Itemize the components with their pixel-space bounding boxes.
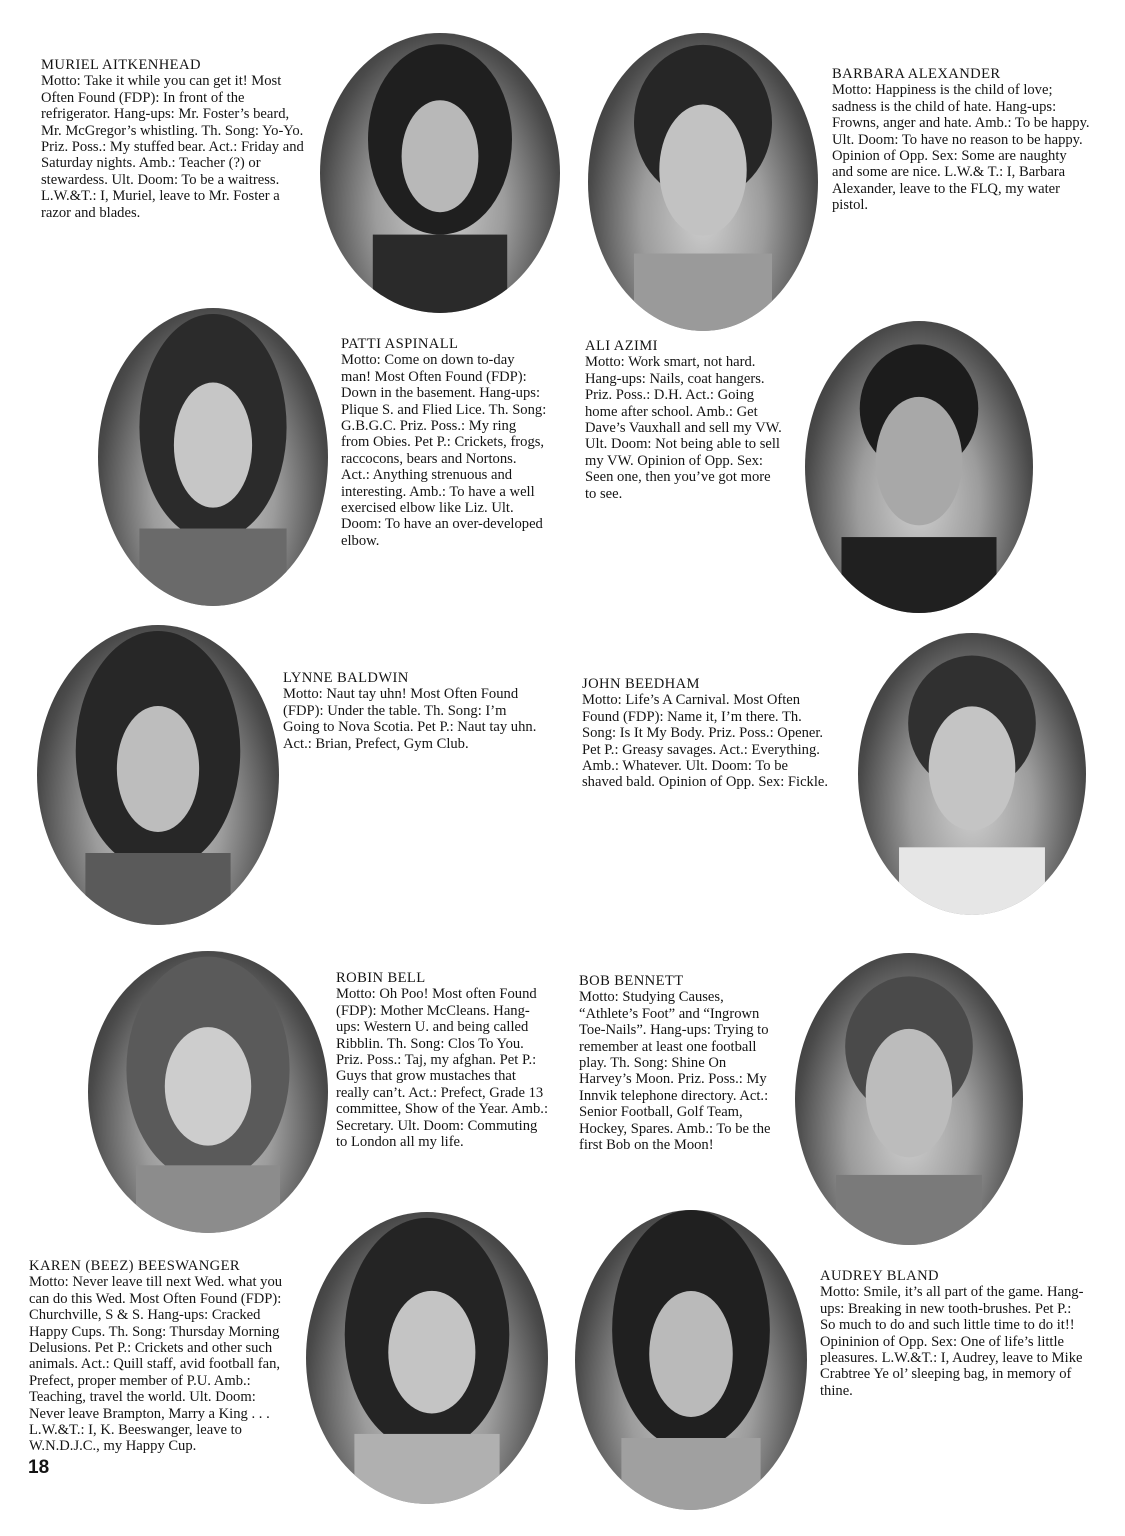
student-name: JOHN BEEDHAM — [582, 676, 700, 692]
student-name: AUDREY BLAND — [820, 1268, 939, 1284]
student-bio: Motto: Never leave till next Wed. what you can do this Wed. Most Often Found (FDP): Churchville, S & S. Hang-ups: Cracked Happy Cups. Th. Song: Thursday Morning Delusions. Pet P.: Crickets and other such animals. Act.: Quill staff, avid football fan, Prefect, proper member of P.U. Amb.: Teaching, travel the world. Ult. Doom: Never leave Brampton, Marry a King . . . L.W.&T.: I, K. Beeswanger, leave to W.N.D.J.C., my Happy Cup. — [29, 1274, 283, 1455]
student-bio: Motto: Oh Poo! Most often Found (FDP): Mother McCleans. Hang-ups: Western U. and being called Ribblin. Th. Song: Clos To You. Priz. Poss.: Taj, my afghan. Pet P.: Guys that grow mustaches that really can’t. Act.: Prefect, Grade 13 committee, Show of the Year. Amb.: Secretary. Ult. Doom: Commuting to London all my life. — [336, 986, 548, 1151]
student-name: BOB BENNETT — [579, 973, 684, 989]
page-number: 18 — [28, 1457, 50, 1478]
student-bio: Motto: Studying Causes, “Athlete’s Foot” and “Ingrown Toe-Nails”. Hang-ups: Trying to remember at least one football play. Th. Song: Shine On Harvey’s Moon. Priz. Poss.: My Innvik telephone directory. Act.: Senior Football, Golf Team, Hockey, Spares. Amb.: To be the first Bob on the Moon! — [579, 989, 771, 1154]
student-name: ALI AZIMI — [585, 338, 658, 354]
student-bio: Motto: Come on down to-day man! Most Often Found (FDP): Down in the basement. Hang-ups: Plique S. and Flied Lice. Th. Song: G.B.G.C. Priz. Poss.: My ring from Obies. Pet P.: Crickets, frogs, raccocons, bears and Nortons. Act.: Anything strenuous and interesting. Amb.: To have a well exercised elbow like Liz. Ult. Doom: To have an over-developed elbow. — [341, 352, 547, 549]
portrait-photo-patti-aspinall — [98, 308, 328, 606]
entry-muriel-aitkenhead — [41, 57, 309, 221]
portrait-photo-robin-bell — [88, 951, 328, 1233]
student-name: KAREN (BEEZ) BEESWANGER — [29, 1258, 241, 1274]
portrait-photo-ali-azimi — [805, 321, 1033, 613]
student-name: PATTI ASPINALL — [341, 336, 459, 352]
student-name: LYNNE BALDWIN — [283, 670, 409, 686]
entry-audrey-bland — [820, 1268, 1088, 1399]
portrait-photo-lynne-baldwin — [37, 625, 279, 925]
entry-lynne-baldwin — [283, 670, 545, 752]
portrait-photo-john-beedham — [858, 633, 1086, 915]
student-bio: Motto: Naut tay uhn! Most Often Found (FDP): Under the table. Th. Song: I’m Going to Nova Scotia. Pet P.: Naut tay uhn. Act.: Brian, Prefect, Gym Club. — [283, 686, 537, 752]
portrait-photo-muriel-aitkenhead — [320, 33, 560, 313]
entry-bob-bennett — [579, 973, 775, 1153]
student-bio: Motto: Smile, it’s all part of the game. Hang-ups: Breaking in new tooth-brushes. Pet P.: So much to do and such little time to do it!! Opininion of Opp. Sex: One of life’s little pleasures. L.W.&T.: I, Audrey, leave to Mike Crabtree Ye ol’ sleeping bag, in memory of thine. — [820, 1284, 1084, 1399]
entry-barbara-alexander — [832, 66, 1090, 214]
entry-ali-azimi — [585, 338, 785, 502]
portrait-photo-barbara-alexander — [588, 33, 818, 331]
student-bio: Motto: Life’s A Carnival. Most Often Found (FDP): Name it, I’m there. Th. Song: Is It My Body. Priz. Poss.: Opener. Pet P.: Greasy savages. Act.: Everything. Amb.: Whatever. Ult. Doom: To be shaved bald. Opinion of Opp. Sex: Fickle. — [582, 692, 829, 791]
portrait-photo-audrey-bland — [575, 1210, 807, 1510]
student-name: MURIEL AITKENHEAD — [41, 57, 201, 73]
entry-robin-bell — [336, 970, 548, 1150]
entry-patti-aspinall — [341, 336, 547, 549]
portrait-photo-karen-beeswanger — [306, 1212, 548, 1504]
student-bio: Motto: Work smart, not hard. Hang-ups: Nails, coat hangers. Priz. Poss.: D.H. Act.: Going home after school. Amb.: Get Dave’s Vauxhall and sell my VW. Ult. Doom: Not being able to sell my VW. Opinion of Opp. Sex: Seen one, then you’ve got more to see. — [585, 354, 782, 502]
student-bio: Motto: Happiness is the child of love; sadness is the child of hate. Hang-ups: Frowns, anger and hate. Amb.: To be happy. Ult. Doom: To have no reason to be happy. Opinion of Opp. Sex: Some are naughty and some are nice. L.W.& T.: I, Barbara Alexander, leave to the FLQ, my water pistol. — [832, 82, 1090, 214]
entry-karen-beeswanger — [29, 1258, 295, 1455]
portrait-photo-bob-bennett — [795, 953, 1023, 1245]
student-name: BARBARA ALEXANDER — [832, 66, 1001, 82]
student-bio: Motto: Take it while you can get it! Most Often Found (FDP): In front of the refrigerator. Hang-ups: Mr. Foster’s beard, Mr. McGregor’s whistling. Th. Song: Yo-Yo. Priz. Poss.: My stuffed bear. Act.: Friday and Saturday nights. Amb.: Teacher (?) or stewardess. Ult. Doom: To be a waitress. L.W.&T.: I, Muriel, leave to Mr. Foster a razor and blades. — [41, 73, 304, 221]
student-name: ROBIN BELL — [336, 970, 426, 986]
entry-john-beedham — [582, 676, 830, 791]
